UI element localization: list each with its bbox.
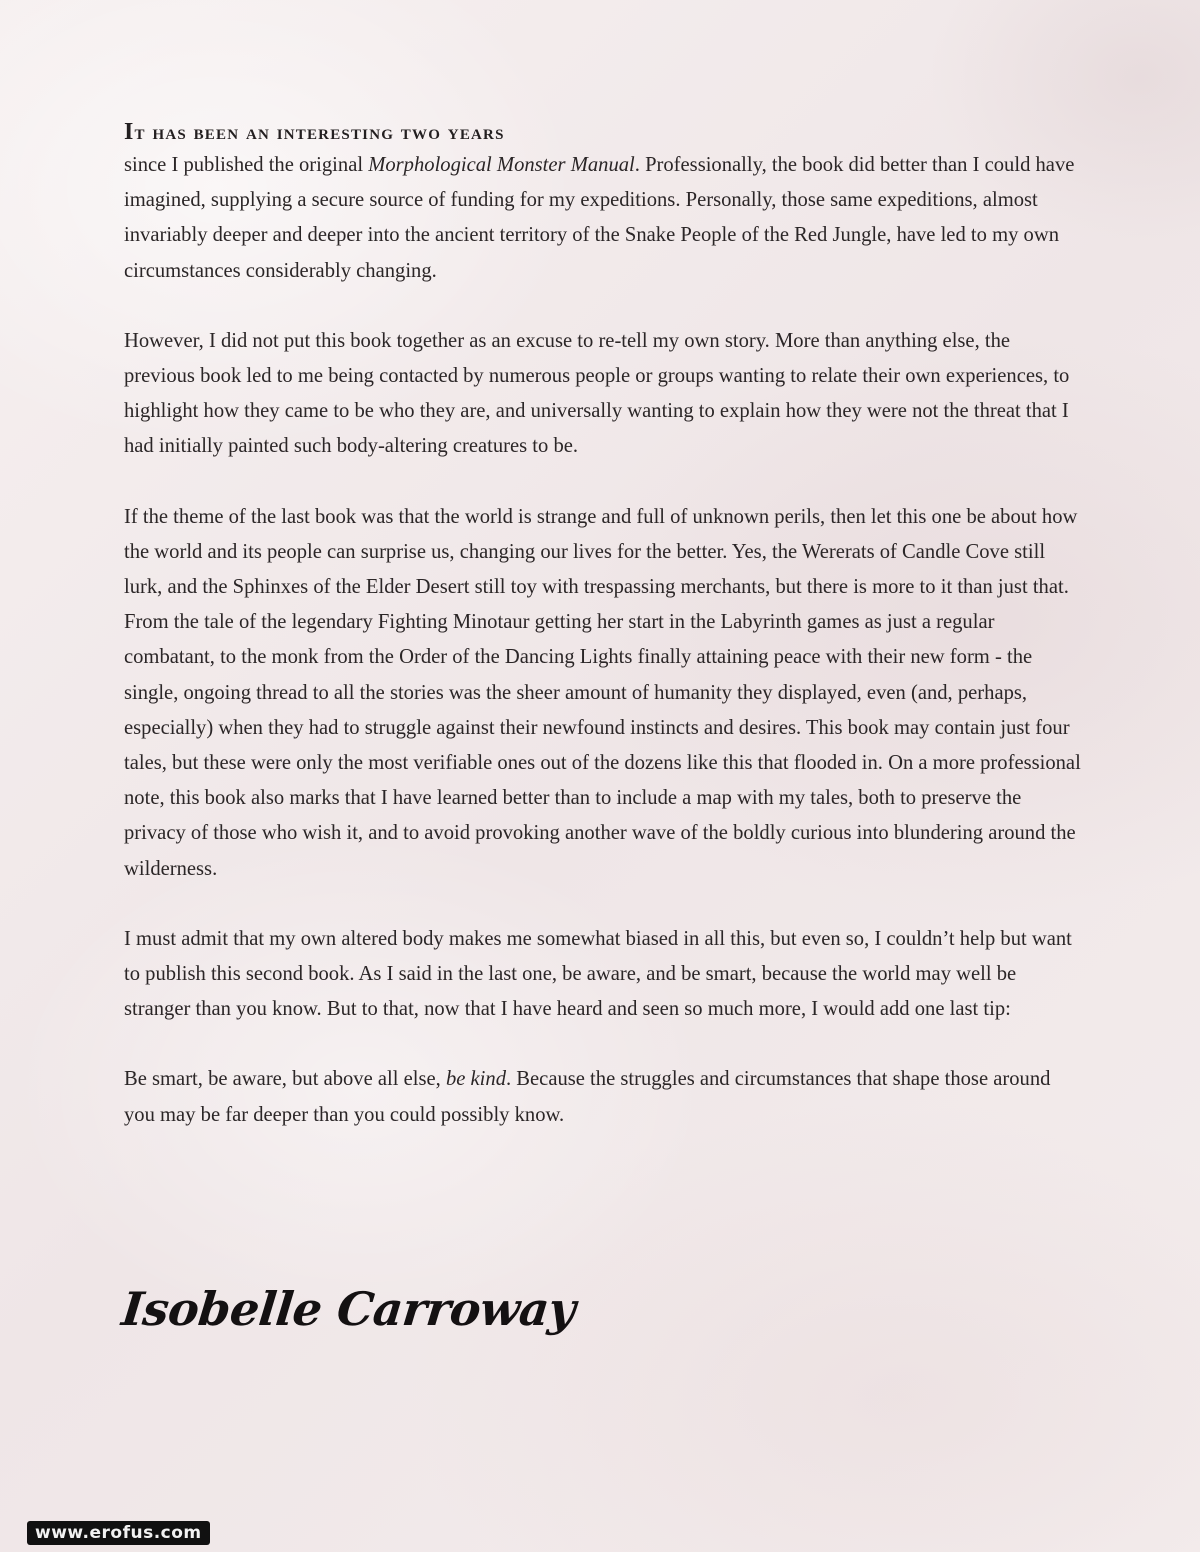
paragraph-theme: If the theme of the last book was that the world is strange and full of unknown perils, then let this one be about how the world and its people can surprise us, changing our lives for the better. Yes, the Wererats of Candle Cove still lurk, and the Sphinxes of the Elder Desert still toy with trespassing merchants, but there is more to it than just that. From the tale of the legendary Fighting Minotaur getting her start in the Labyrinth games as just a regular combatant, to the monk from the Order of the Dancing Lights finally attaining peace with their new form - the single, ongoing thread to all the stories was the sheer amount of humanity they displayed, even (and, perhaps, especially) when they had to struggle against their newfound instincts and desires. This book may contain just four tales, but these were only the most verifiable ones out of the dozens like this that flooded in. On a more professional note, this book also marks that I have learned better than to include a map with my tales, both to preserve the privacy of those who wish it, and to avoid provoking another wave of the boldly curious into blundering around the wilderness. bbox=[124, 505, 1081, 880]
book-title: Morphological Monster Manual bbox=[368, 154, 635, 176]
heading-initial: I bbox=[124, 119, 135, 145]
author-signature: Isobelle Carroway bbox=[119, 1282, 578, 1336]
heading-text: t has been an interesting two years bbox=[134, 119, 505, 144]
paragraph-closing-end: . Because the struggles and circumstances that shape those around you may be far deeper than you could possibly know. bbox=[124, 1068, 1051, 1126]
paragraph-intro bbox=[124, 148, 1084, 289]
be-kind-emphasis: be kind bbox=[445, 1068, 506, 1091]
watermark-badge: www.erofus.com bbox=[27, 1521, 210, 1545]
paragraph-closing-start: Be smart, be aware, but above all else, bbox=[124, 1068, 446, 1091]
letter-body bbox=[124, 116, 1084, 1133]
letter-heading bbox=[124, 116, 1084, 148]
paragraph-admission: I must admit that my own altered body makes me somewhat biased in all this, but even so, I couldn’t help but want to publish this second book. As I said in the last one, be aware, and be smart, because the world may well be stranger than you know. But to that, now that I have heard and seen so much more, I would add one last tip: bbox=[124, 927, 1072, 1021]
paragraph-intro-start: since I published the original bbox=[124, 154, 369, 176]
paragraph-purpose: However, I did not put this book together as an excuse to re-tell my own story. More than anything else, the previous book led to me being contacted by numerous people or groups wanting to relate their own experiences, to highlight how they came to be who they are, and universally wanting to explain how they were not the threat that I had initially painted such body-altering creatures to be. bbox=[124, 329, 1070, 458]
paragraph-closing bbox=[124, 1062, 1084, 1132]
paragraph-intro-end: . Professionally, the book did better than I could have imagined, supplying a secure source of funding for my expeditions. Personally, those same expeditions, almost invariably deeper and deeper into the ancient territory of the Snake People of the Red Jungle, have led to my own circumstances considerably changing. bbox=[124, 154, 1075, 282]
